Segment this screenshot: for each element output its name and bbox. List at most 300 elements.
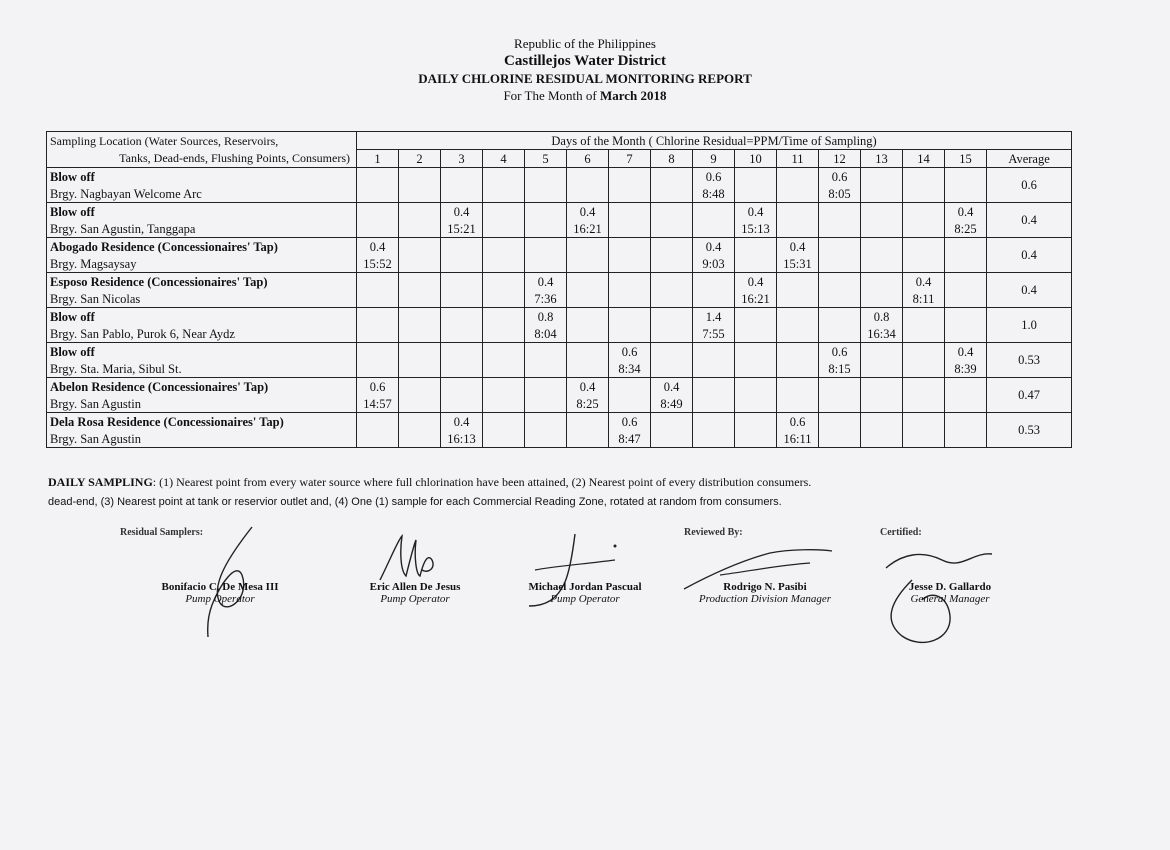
ppm-cell (777, 378, 819, 396)
time-cell (651, 185, 693, 203)
time-cell (483, 220, 525, 238)
time-cell (399, 395, 441, 413)
time-cell (945, 290, 987, 308)
location-place: Brgy. San Agustin, Tanggapa (47, 220, 357, 238)
ppm-cell (399, 378, 441, 396)
table-body (47, 168, 1072, 448)
ppm-cell (441, 238, 483, 256)
time-cell (483, 185, 525, 203)
ppm-cell (651, 168, 693, 186)
time-cell (525, 185, 567, 203)
ppm-cell (651, 343, 693, 361)
time-cell (399, 220, 441, 238)
ppm-cell (525, 343, 567, 361)
ppm-cell (609, 203, 651, 221)
ppm-cell (441, 343, 483, 361)
table-row (47, 220, 1072, 238)
day-header: 8 (651, 150, 693, 168)
signature-de-jesus (370, 530, 450, 585)
table-row (47, 290, 1072, 308)
report-period-prefix: For The Month of (503, 88, 600, 103)
ppm-cell: 0.6 (357, 378, 399, 396)
time-cell (441, 290, 483, 308)
ppm-cell (861, 343, 903, 361)
ppm-cell (483, 343, 525, 361)
time-cell (777, 325, 819, 343)
residual-samplers-label: Residual Samplers: (120, 527, 204, 538)
table-row (47, 430, 1072, 448)
time-cell (945, 430, 987, 448)
time-cell (693, 395, 735, 413)
ppm-cell: 0.8 (525, 308, 567, 326)
chlorine-residual-table (46, 131, 1072, 448)
ppm-cell (651, 203, 693, 221)
ppm-cell (399, 413, 441, 431)
time-cell (861, 360, 903, 378)
reviewed-by-label: Reviewed By: (684, 527, 743, 538)
ppm-cell (693, 203, 735, 221)
time-cell (735, 185, 777, 203)
ppm-cell: 0.6 (693, 168, 735, 186)
time-cell (357, 185, 399, 203)
time-cell (819, 325, 861, 343)
time-cell (609, 220, 651, 238)
location-place: Brgy. San Agustin (47, 430, 357, 448)
ppm-cell (903, 343, 945, 361)
time-cell (399, 255, 441, 273)
time-cell (735, 325, 777, 343)
ppm-cell (525, 203, 567, 221)
signatory-4 (675, 581, 855, 605)
time-cell: 16:34 (861, 325, 903, 343)
day-header: 5 (525, 150, 567, 168)
ppm-cell (483, 203, 525, 221)
ppm-cell (693, 413, 735, 431)
signatory-title: Pump Operator (550, 593, 620, 605)
day-header: 10 (735, 150, 777, 168)
average-cell: 0.6 (987, 168, 1072, 203)
time-cell (483, 255, 525, 273)
location-place: Brgy. San Nicolas (47, 290, 357, 308)
time-cell: 16:13 (441, 430, 483, 448)
ppm-cell (945, 238, 987, 256)
ppm-cell (651, 413, 693, 431)
time-cell (903, 395, 945, 413)
ppm-cell: 0.4 (567, 378, 609, 396)
signatory-title: General Manager (910, 593, 990, 605)
time-cell (441, 360, 483, 378)
time-cell (441, 325, 483, 343)
ppm-cell: 1.4 (693, 308, 735, 326)
time-cell (903, 255, 945, 273)
notes-line-1-text: : (1) Nearest point from every water source where full chlorination have been attained, (2) Nearest point of every distribution consumers. (152, 475, 812, 489)
time-cell (735, 430, 777, 448)
ppm-cell: 0.4 (441, 203, 483, 221)
ppm-cell (399, 238, 441, 256)
time-cell: 7:36 (525, 290, 567, 308)
ppm-cell (861, 238, 903, 256)
ppm-cell (693, 378, 735, 396)
table-row (47, 413, 1072, 431)
report-month: March 2018 (599, 88, 667, 103)
table-header-row-1 (47, 132, 1072, 150)
ppm-cell (735, 308, 777, 326)
ppm-cell: 0.4 (735, 273, 777, 291)
ppm-cell (735, 378, 777, 396)
ppm-cell (693, 343, 735, 361)
ppm-cell (567, 238, 609, 256)
ppm-cell: 0.6 (609, 413, 651, 431)
time-cell: 15:52 (357, 255, 399, 273)
time-cell (567, 290, 609, 308)
ppm-cell (945, 308, 987, 326)
ppm-cell (945, 413, 987, 431)
location-place: Brgy. San Pablo, Purok 6, Near Aydz (47, 325, 357, 343)
ppm-cell (483, 238, 525, 256)
time-cell (525, 220, 567, 238)
ppm-cell (777, 168, 819, 186)
ppm-cell (441, 308, 483, 326)
time-cell (903, 220, 945, 238)
ppm-cell (609, 308, 651, 326)
signatory-3 (505, 581, 665, 605)
signatory-name: Bonifacio C. De Mesa III (161, 581, 279, 593)
table-row (47, 308, 1072, 326)
ppm-cell (777, 203, 819, 221)
ppm-cell (903, 413, 945, 431)
ppm-cell (483, 308, 525, 326)
day-header: 14 (903, 150, 945, 168)
ppm-cell: 0.4 (945, 203, 987, 221)
time-cell (777, 290, 819, 308)
signatory-name: Jesse D. Gallardo (908, 581, 992, 593)
time-cell (609, 325, 651, 343)
time-cell (357, 220, 399, 238)
ppm-cell (399, 343, 441, 361)
signatory-name: Rodrigo N. Pasibi (723, 581, 807, 593)
ppm-cell: 0.4 (777, 238, 819, 256)
ppm-cell (945, 273, 987, 291)
time-cell: 8:34 (609, 360, 651, 378)
signatory-1 (140, 581, 300, 605)
ppm-cell (357, 343, 399, 361)
republic-line: Republic of the Philippines (514, 36, 656, 51)
time-cell (525, 360, 567, 378)
location-place: Brgy. Nagbayan Welcome Arc (47, 185, 357, 203)
table-row (47, 378, 1072, 396)
time-cell (483, 325, 525, 343)
notes-label: DAILY SAMPLING (48, 475, 153, 489)
time-cell (483, 430, 525, 448)
time-cell (483, 360, 525, 378)
time-cell (609, 290, 651, 308)
time-cell (693, 290, 735, 308)
time-cell (567, 185, 609, 203)
time-cell (483, 395, 525, 413)
time-cell: 8:47 (609, 430, 651, 448)
ppm-cell (441, 378, 483, 396)
location-place: Brgy. Sta. Maria, Sibul St. (47, 360, 357, 378)
table-row (47, 395, 1072, 413)
ppm-cell (777, 343, 819, 361)
notes-line-2: dead-end, (3) Nearest point at tank or reservior outlet and, (4) One (1) sample for each Commercial Reading Zone, rotated at random from consumers. (48, 496, 782, 508)
ppm-cell (819, 203, 861, 221)
time-cell (609, 255, 651, 273)
day-header: 7 (609, 150, 651, 168)
ppm-cell: 0.4 (441, 413, 483, 431)
location-name: Blow off (47, 308, 357, 326)
ppm-cell (525, 413, 567, 431)
time-cell (777, 395, 819, 413)
time-cell: 15:31 (777, 255, 819, 273)
time-cell (777, 360, 819, 378)
location-place: Brgy. San Agustin (47, 395, 357, 413)
time-cell (651, 220, 693, 238)
time-cell (441, 255, 483, 273)
location-name: Abelon Residence (Concessionaires' Tap) (47, 378, 357, 396)
water-district-name: Castillejos Water District (504, 53, 666, 69)
ppm-cell (819, 238, 861, 256)
ppm-cell (609, 273, 651, 291)
ppm-cell (735, 238, 777, 256)
day-header: 12 (819, 150, 861, 168)
ppm-cell: 0.4 (945, 343, 987, 361)
time-cell (651, 255, 693, 273)
ppm-cell (945, 168, 987, 186)
ppm-cell (693, 273, 735, 291)
time-cell (861, 255, 903, 273)
time-cell (903, 360, 945, 378)
ppm-cell (819, 273, 861, 291)
time-cell (567, 255, 609, 273)
ppm-cell (735, 413, 777, 431)
time-cell: 8:48 (693, 185, 735, 203)
time-cell (777, 185, 819, 203)
average-cell: 0.4 (987, 273, 1072, 308)
ppm-cell (861, 203, 903, 221)
ppm-cell (357, 168, 399, 186)
ppm-cell: 0.4 (651, 378, 693, 396)
time-cell (525, 430, 567, 448)
time-cell: 16:21 (735, 290, 777, 308)
time-cell (945, 395, 987, 413)
ppm-cell (861, 378, 903, 396)
ppm-cell (567, 273, 609, 291)
time-cell (819, 220, 861, 238)
time-cell: 16:21 (567, 220, 609, 238)
average-cell: 0.47 (987, 378, 1072, 413)
table-header-row-2 (47, 150, 1072, 168)
time-cell (609, 395, 651, 413)
day-header: 4 (483, 150, 525, 168)
day-header: 13 (861, 150, 903, 168)
ppm-cell (819, 308, 861, 326)
ppm-cell (903, 203, 945, 221)
time-cell (567, 325, 609, 343)
signatory-title: Production Division Manager (698, 593, 832, 605)
report-header (0, 36, 1170, 104)
ppm-cell (945, 378, 987, 396)
time-cell: 15:21 (441, 220, 483, 238)
time-cell: 8:25 (567, 395, 609, 413)
day-header: 1 (357, 150, 399, 168)
ppm-cell (651, 308, 693, 326)
ppm-cell (399, 308, 441, 326)
table-row (47, 273, 1072, 291)
time-cell (945, 325, 987, 343)
time-cell (567, 430, 609, 448)
report-period (0, 87, 1170, 104)
ppm-cell: 0.4 (357, 238, 399, 256)
time-cell (399, 185, 441, 203)
ppm-cell (903, 308, 945, 326)
certified-label: Certified: (880, 527, 922, 538)
ppm-cell (735, 168, 777, 186)
ppm-cell (483, 273, 525, 291)
ppm-cell (903, 168, 945, 186)
ppm-cell (441, 273, 483, 291)
average-cell: 0.4 (987, 203, 1072, 238)
signatory-name: Eric Allen De Jesus (369, 581, 461, 593)
location-name: Esposo Residence (Concessionaires' Tap) (47, 273, 357, 291)
ppm-cell: 0.4 (567, 203, 609, 221)
time-cell: 8:05 (819, 185, 861, 203)
table-row (47, 343, 1072, 361)
time-cell (357, 325, 399, 343)
table-row (47, 203, 1072, 221)
day-header: 11 (777, 150, 819, 168)
ppm-cell (399, 168, 441, 186)
ppm-cell (735, 343, 777, 361)
ppm-cell (525, 378, 567, 396)
time-cell (651, 290, 693, 308)
time-cell: 8:49 (651, 395, 693, 413)
ppm-cell (441, 168, 483, 186)
time-cell (651, 325, 693, 343)
ppm-cell: 0.6 (819, 343, 861, 361)
location-name: Blow off (47, 203, 357, 221)
time-cell (609, 185, 651, 203)
time-cell: 8:04 (525, 325, 567, 343)
time-cell (945, 255, 987, 273)
location-name: Blow off (47, 168, 357, 186)
time-cell: 16:11 (777, 430, 819, 448)
ppm-cell (567, 308, 609, 326)
day-header: 15 (945, 150, 987, 168)
table-row (47, 255, 1072, 273)
ppm-cell: 0.6 (819, 168, 861, 186)
time-cell (945, 185, 987, 203)
ppm-cell (819, 378, 861, 396)
time-cell (441, 185, 483, 203)
ppm-cell (525, 238, 567, 256)
ppm-cell (525, 168, 567, 186)
time-cell: 15:13 (735, 220, 777, 238)
time-cell: 9:03 (693, 255, 735, 273)
ppm-cell (861, 413, 903, 431)
ppm-cell (777, 273, 819, 291)
location-name: Dela Rosa Residence (Concessionaires' Tap) (47, 413, 357, 431)
time-cell (693, 360, 735, 378)
time-cell (399, 430, 441, 448)
table-row (47, 238, 1072, 256)
time-cell (819, 430, 861, 448)
signatory-title: Pump Operator (380, 593, 450, 605)
time-cell (777, 220, 819, 238)
day-header: 3 (441, 150, 483, 168)
time-cell (399, 325, 441, 343)
ppm-cell (903, 238, 945, 256)
time-cell (819, 395, 861, 413)
ppm-cell (483, 168, 525, 186)
time-cell (693, 430, 735, 448)
location-header-line-1: Sampling Location (Water Sources, Reservoirs, (47, 132, 357, 150)
report-title: DAILY CHLORINE RESIDUAL MONITORING REPORT (418, 71, 752, 86)
ppm-cell (651, 238, 693, 256)
location-name: Blow off (47, 343, 357, 361)
ppm-cell (609, 168, 651, 186)
time-cell: 8:39 (945, 360, 987, 378)
ppm-cell: 0.8 (861, 308, 903, 326)
ppm-cell (567, 343, 609, 361)
location-header-line-2: Tanks, Dead-ends, Flushing Points, Consumers) (47, 150, 357, 168)
ppm-cell (357, 308, 399, 326)
average-cell: 0.53 (987, 343, 1072, 378)
ppm-cell (861, 273, 903, 291)
ppm-cell (777, 308, 819, 326)
time-cell (651, 360, 693, 378)
ppm-cell: 0.4 (735, 203, 777, 221)
time-cell (903, 185, 945, 203)
table-row (47, 185, 1072, 203)
time-cell (693, 220, 735, 238)
ppm-cell (819, 413, 861, 431)
ppm-cell (399, 273, 441, 291)
ppm-cell: 0.6 (777, 413, 819, 431)
ppm-cell: 0.4 (693, 238, 735, 256)
ppm-cell (861, 168, 903, 186)
ppm-cell (483, 413, 525, 431)
ppm-cell (567, 168, 609, 186)
ppm-cell (609, 378, 651, 396)
ppm-cell: 0.6 (609, 343, 651, 361)
time-cell (441, 395, 483, 413)
ppm-cell: 0.4 (525, 273, 567, 291)
time-cell (735, 395, 777, 413)
time-cell (567, 360, 609, 378)
time-cell (861, 395, 903, 413)
signatory-5 (880, 581, 1020, 605)
time-cell (819, 255, 861, 273)
time-cell (525, 255, 567, 273)
time-cell (861, 185, 903, 203)
time-cell (861, 290, 903, 308)
time-cell (399, 290, 441, 308)
time-cell: 14:57 (357, 395, 399, 413)
day-header: 6 (567, 150, 609, 168)
ppm-cell (903, 378, 945, 396)
average-cell: 0.4 (987, 238, 1072, 273)
average-cell: 0.53 (987, 413, 1072, 448)
time-cell (483, 290, 525, 308)
time-cell: 8:15 (819, 360, 861, 378)
signatory-2 (350, 581, 480, 605)
ppm-cell (357, 203, 399, 221)
day-header: 2 (399, 150, 441, 168)
time-cell (357, 360, 399, 378)
table-row (47, 360, 1072, 378)
time-cell (735, 360, 777, 378)
